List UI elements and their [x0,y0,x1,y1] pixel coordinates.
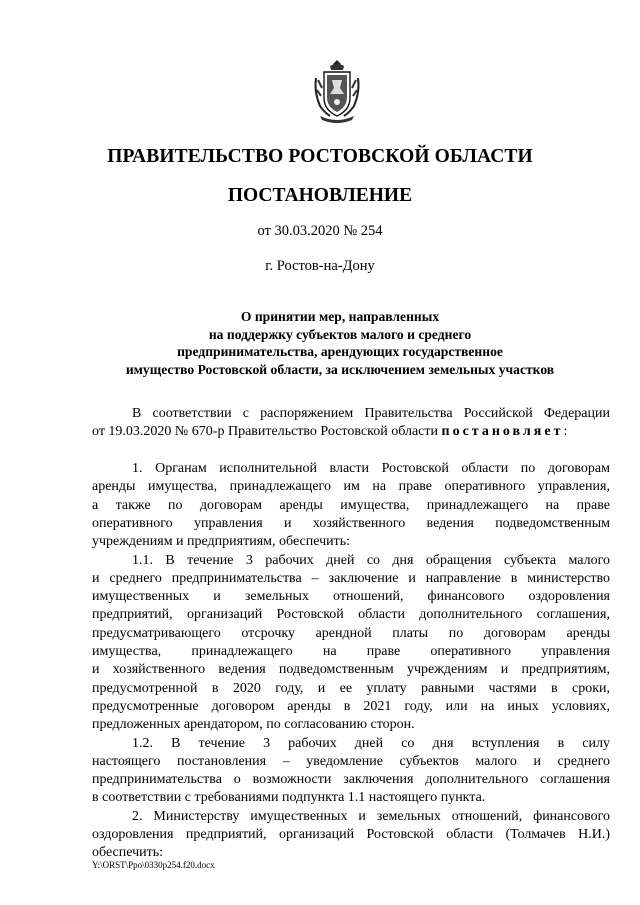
body-line: аренды имущества, принадлежащего им на праве оперативного управления, [92,479,610,495]
subject-line: предпринимательства, арендующих государственное [177,344,503,359]
subject-line: на поддержку субъектов малого и среднего [208,326,472,342]
file-path-footer: Y:\ORST\Ppo\0330p254.f20.docx [92,860,215,870]
body-line: предпринимательства о возможности заключения дополнительного соглашения [92,772,610,788]
subject-line: имущество Ростовской области, за исключением земельных участков [125,361,555,377]
preamble-paragraph [92,405,610,442]
body-line: оперативного управления и хозяйственного ведения подведомственным [92,515,610,531]
body-line: имущественных и земельных отношений, финансового оздоровления [92,589,610,605]
body-line: учреждениям и предприятиям, обеспечить: [92,534,351,550]
body-line: оздоровления предприятий, организаций Ростовской области (Толмачев Н.И.) [92,826,610,842]
body-line: предложенных арендатором, по согласованию сторон. [92,717,415,733]
body-line: и хозяйственного ведения подведомственным учреждениям и предприятиям, [92,662,610,678]
body-line: 1. Органам исполнительной власти Ростовской области по договорам [132,461,610,476]
body-line: В соответствии с распоряжением Правительства Российской Федерации [132,406,610,421]
body-line: имущества, принадлежащего на праве оперативного управления [92,643,610,659]
document-date-number: от 30.03.2020 № 254 [257,223,383,239]
paragraph-1-2 [92,735,610,808]
resolve-word: постановляет [441,424,564,440]
paragraph-2 [92,808,610,863]
rostov-oblast-coat-of-arms-icon [312,58,362,126]
body-line: 1.2. В течение 3 рабочих дней со дня вступления в силу [132,735,610,751]
subject-line: О принятии мер, направленных [240,309,440,324]
body-line: предусмотренной в 2020 году, и ее уплату равными частями в сроки, [92,680,610,696]
body-line: предусматривающего отсрочку арендной платы по договорам аренды [92,625,610,641]
body-line: 2. Министерству имущественных и земельных отношений, финансового [132,808,610,824]
body-line: а также по договорам аренды имущества, принадлежащего на праве [92,497,610,513]
government-name: ПРАВИТЕЛЬСТВО РОСТОВСКОЙ ОБЛАСТИ [107,146,533,167]
body-line: настоящего постановления – уведомление субъектов малого и среднего [92,753,610,769]
document-type: ПОСТАНОВЛЕНИЕ [227,185,413,206]
body-line: в соответствии с требованиями подпункта 1.1 настоящего пункта. [92,790,486,806]
preamble-colon: : [563,424,568,440]
document-city: г. Ростов-на-Дону [265,258,375,274]
paragraph-1-1 [92,552,610,735]
body-line: обеспечить: [92,845,163,861]
body-line: и среднего предпринимательства – заключение и направление в министерство [92,570,610,586]
preamble-text: от 19.03.2020 № 670-р Правительство Ростовской области [92,424,442,440]
paragraph-1 [92,460,610,551]
body-line: предусмотренные договором аренды в 2021 году, или на иных условиях, [92,698,610,714]
body-line: 1.1. В течение 3 рабочих дней со дня обращения субъекта малого [132,552,610,568]
body-line: предприятий, организаций Ростовской области дополнительного соглашения, [92,607,610,623]
body-line [92,423,610,441]
document-subject [90,308,590,378]
